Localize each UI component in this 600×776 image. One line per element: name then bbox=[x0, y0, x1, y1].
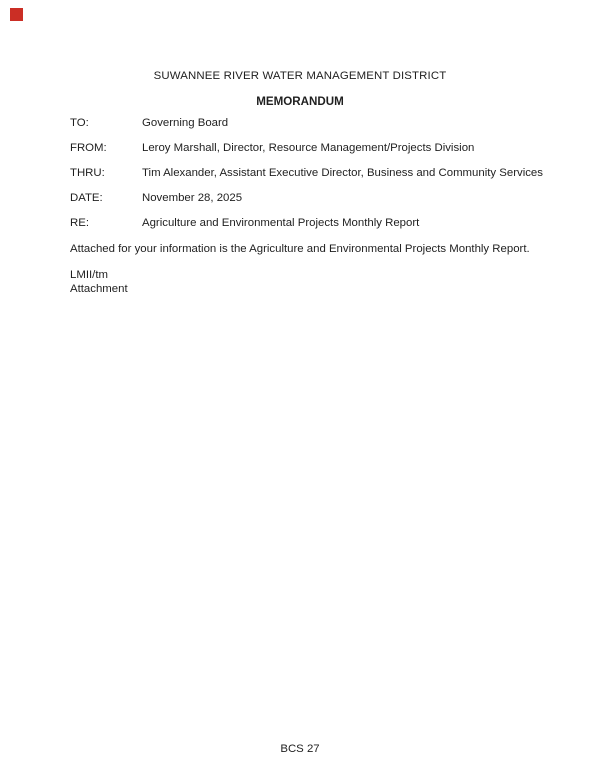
field-row-from bbox=[70, 142, 570, 155]
attachment-line: Attachment bbox=[70, 282, 128, 295]
field-value-from: Leroy Marshall, Director, Resource Management/Projects Division bbox=[142, 142, 475, 154]
memo-fields bbox=[0, 117, 600, 230]
field-value-thru: Tim Alexander, Assistant Executive Director, Business and Community Services bbox=[142, 167, 543, 179]
initials-line: LMII/tm bbox=[70, 269, 108, 281]
field-row-re bbox=[70, 217, 570, 230]
district-title: SUWANNEE RIVER WATER MANAGEMENT DISTRICT bbox=[153, 70, 447, 82]
field-row-to bbox=[70, 117, 570, 130]
memorandum-heading: MEMORANDUM bbox=[256, 95, 344, 108]
page-footer: BCS 27 bbox=[280, 743, 320, 755]
field-value-re: Agriculture and Environmental Projects Monthly Report bbox=[142, 217, 420, 229]
field-value-to: Governing Board bbox=[142, 117, 229, 129]
field-value-date: November 28, 2025 bbox=[142, 192, 243, 204]
field-label-thru: THRU: bbox=[70, 167, 105, 179]
field-label-re: RE: bbox=[70, 217, 89, 229]
body-paragraph: Attached for your information is the Agriculture and Environmental Projects Monthly Report. bbox=[70, 243, 530, 255]
field-row-date bbox=[70, 192, 570, 205]
red-square-marker bbox=[10, 8, 23, 21]
field-label-date: DATE: bbox=[70, 192, 103, 204]
signature-block bbox=[0, 269, 600, 296]
field-label-to: TO: bbox=[70, 117, 89, 129]
field-row-thru bbox=[70, 167, 570, 180]
field-label-from: FROM: bbox=[70, 142, 107, 154]
